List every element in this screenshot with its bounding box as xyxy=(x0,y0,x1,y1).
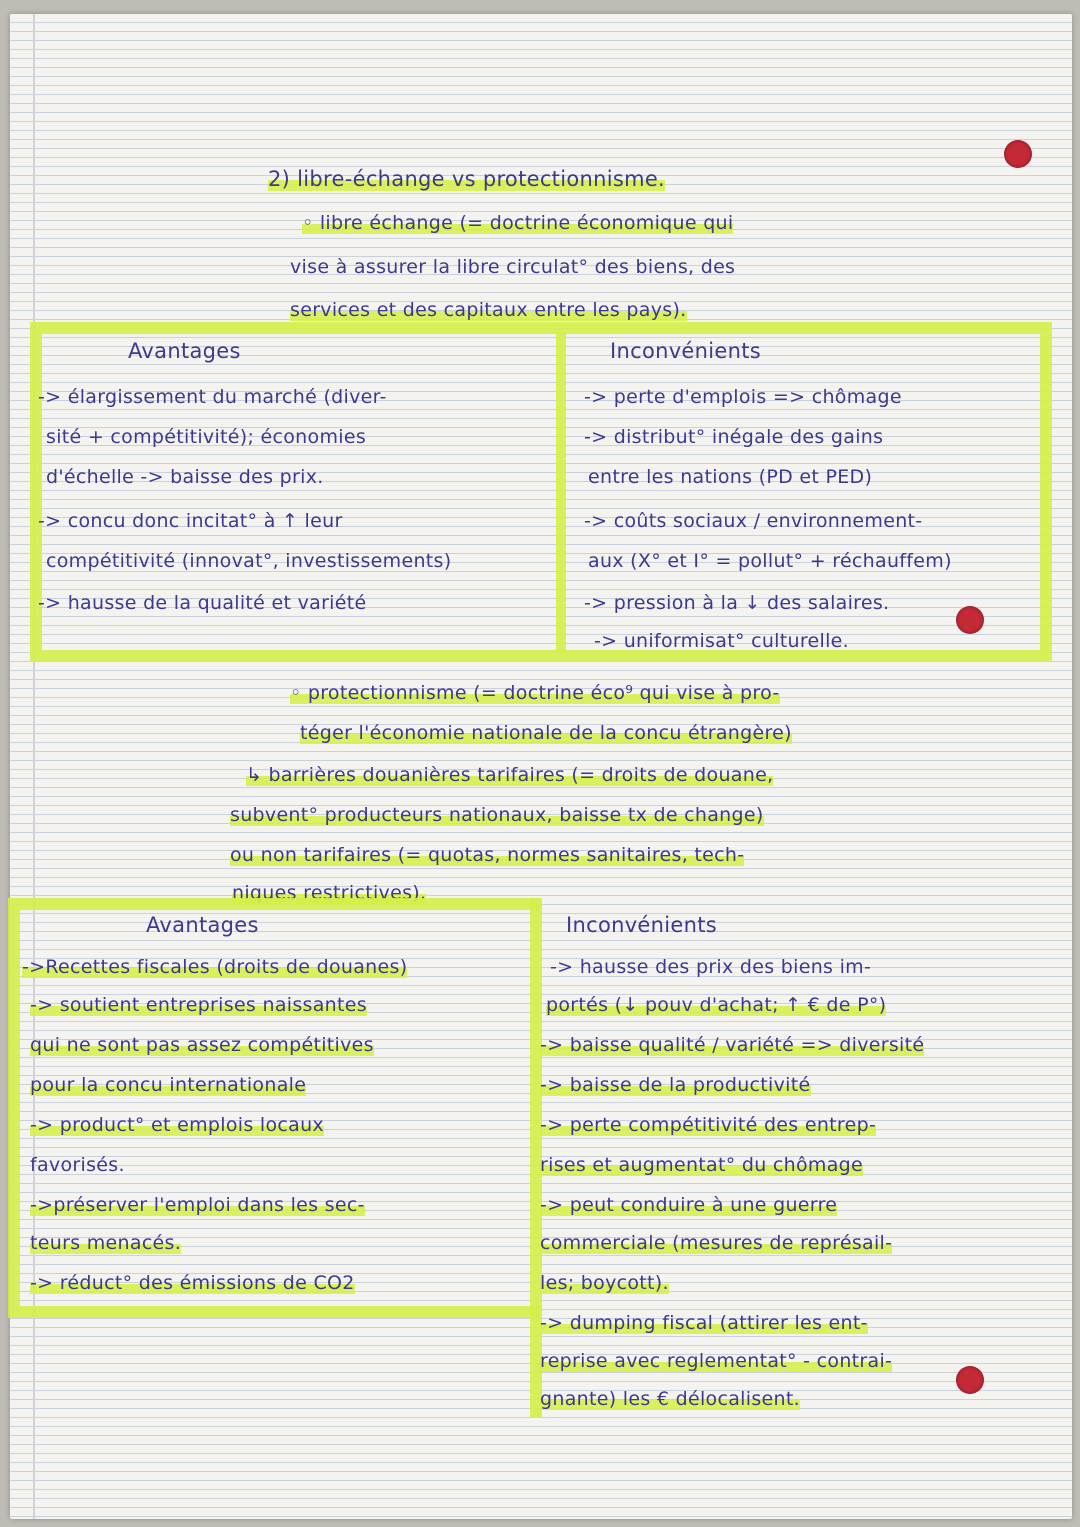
list-item: reprise avec reglementat° - contrai- xyxy=(540,1350,893,1372)
list-item: teurs menacés. xyxy=(30,1232,182,1254)
binder-hole-top xyxy=(1004,140,1032,168)
list-item: -> hausse de la qualité et variété xyxy=(38,592,367,614)
list-item: qui ne sont pas assez compétitives xyxy=(30,1034,374,1056)
list-item: ->préserver l'emploi dans les sec- xyxy=(30,1194,365,1216)
list-item: commerciale (mesures de représail- xyxy=(540,1232,893,1254)
protectionnisme-inconvenients-heading: Inconvénients xyxy=(566,913,718,937)
definition-line: ↳ barrières douanières tarifaires (= droits de douane, xyxy=(246,764,774,786)
list-item: rises et augmentat° du chômage xyxy=(540,1154,864,1176)
definition-line: vise à assurer la libre circulat° des biens, des xyxy=(290,256,736,278)
list-item: -> baisse qualité / variété => diversité xyxy=(540,1034,925,1056)
list-item: entre les nations (PD et PED) xyxy=(588,466,873,488)
definition-line: ◦ libre échange (= doctrine économique qui xyxy=(302,212,734,234)
list-item: -> concu donc incitat° à ↑ leur xyxy=(38,510,343,532)
definition-line: téger l'économie nationale de la concu étrangère) xyxy=(300,722,792,744)
list-item: -> coûts sociaux / environnement- xyxy=(584,510,923,532)
libre-echange-inconvenients-heading: Inconvénients xyxy=(610,339,762,363)
list-item: -> élargissement du marché (diver- xyxy=(38,386,387,408)
list-item: -> perte d'emplois => chômage xyxy=(584,386,902,408)
list-item: -> product° et emplois locaux xyxy=(30,1114,324,1136)
list-item: -> perte compétitivité des entrep- xyxy=(540,1114,877,1136)
list-item: -> réduct° des émissions de CO2 xyxy=(30,1272,355,1294)
list-item: -> dumping fiscal (attirer les ent- xyxy=(540,1312,868,1334)
protectionnisme-avantages-heading: Avantages xyxy=(146,913,259,937)
definition-line: subvent° producteurs nationaux, baisse tx de change) xyxy=(230,804,764,826)
list-item: les; boycott). xyxy=(540,1272,669,1294)
list-item: -> uniformisat° culturelle. xyxy=(594,630,850,652)
libre-echange-table-divider xyxy=(556,332,566,652)
list-item: -> baisse de la productivité xyxy=(540,1074,811,1096)
page-title-text: 2) libre-échange vs protectionnisme. xyxy=(268,167,666,191)
list-item: ->Recettes fiscales (droits de douanes) xyxy=(22,956,408,978)
list-item: sité + compétitivité); économies xyxy=(46,426,367,448)
list-item: aux (X° et I° = pollut° + réchauffem) xyxy=(588,550,952,572)
list-item: compétitivité (innovat°, investissements) xyxy=(46,550,452,572)
list-item: -> distribut° inégale des gains xyxy=(584,426,884,448)
definition-line: ◦ protectionnisme (= doctrine éco⁹ qui vise à pro- xyxy=(290,682,780,704)
list-item: d'échelle -> baisse des prix. xyxy=(46,466,324,488)
list-item: -> soutient entreprises naissantes xyxy=(30,994,367,1016)
definition-line: ou non tarifaires (= quotas, normes sanitaires, tech- xyxy=(230,844,745,866)
page-title xyxy=(268,166,665,192)
list-item: -> hausse des prix des biens im- xyxy=(550,956,872,978)
binder-hole-bottom xyxy=(956,1366,984,1394)
definition-line: niques restrictives). xyxy=(232,882,427,904)
libre-echange-avantages-heading: Avantages xyxy=(128,339,241,363)
list-item: portés (↓ pouv d'achat; ↑ € de P°) xyxy=(546,994,887,1016)
list-item: pour la concu internationale xyxy=(30,1074,307,1096)
list-item: -> peut conduire à une guerre xyxy=(540,1194,838,1216)
definition-line: services et des capitaux entre les pays). xyxy=(290,299,687,321)
list-item: favorisés. xyxy=(30,1154,125,1176)
list-item: -> pression à la ↓ des salaires. xyxy=(584,592,890,614)
list-item: gnante) les € délocalisent. xyxy=(540,1388,800,1410)
notebook-page xyxy=(10,14,1072,1519)
